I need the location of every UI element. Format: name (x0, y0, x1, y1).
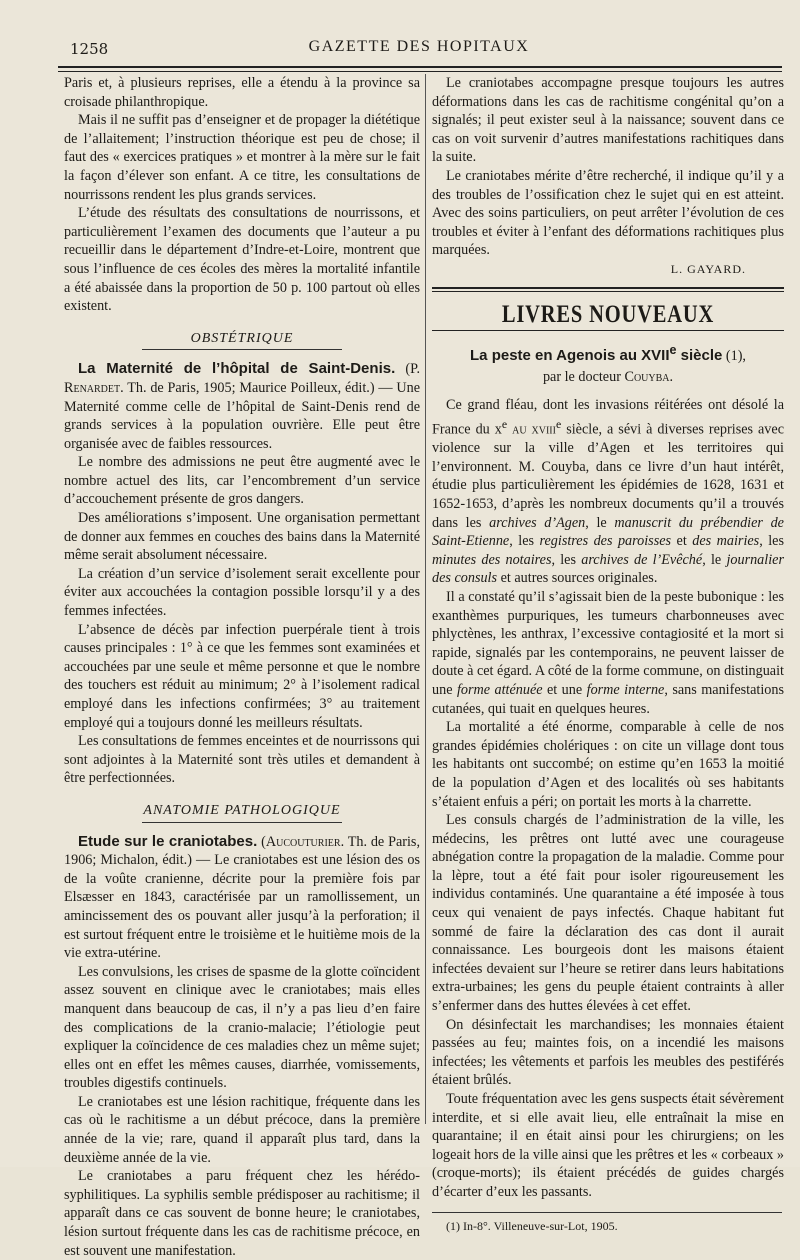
review-title: La Maternité de l’hôpital de Saint-Denis. (78, 360, 396, 378)
review-title: Etude sur le craniotabes. (78, 832, 258, 850)
section-heading-text: ANATOMIE PATHOLOGIQUE (143, 802, 341, 818)
text: , le (702, 551, 727, 568)
review-body: . Th. de Paris, 1905; Maurice Poilleux, édit.) — Une Maternité comme celle de l’hôpital de Saint-Denis rend de grands services à la population ouvrière. Elle peut être organisée avec de faibles ressources. (64, 379, 420, 452)
paragraph: Le craniotabes mérite d’être recherché, il indique qu’il y a des troubles de l’ossification chez le sujet qui en est atteint. Avec des soins particuliers, on peut arrêter l’évolution de ces troubles et éviter à l’enfant des déformations rachitiques plus marquées. (432, 167, 784, 259)
text: siècle, a sévi à diverses reprises avec violence sur la ville d’Agen et les territoires qui l’environnent. M. Couyba, dans ce livre d’un haut intérêt, étudie plus particulièrement les épidémies de 1628, 1631 et 1652-1653, d’après les nombreux documents qu’il a trouvés dans les (432, 421, 784, 531)
paragraph: On désinfectait les marchandises; les monnaies étaient passées au feu; maintes fois, on a incendié les maisons infectées; les vêtements et parfois les meubles des pestiférés étaient brûlés. (432, 1016, 784, 1089)
italic-text: registres des paroisses (539, 533, 672, 550)
text: au xviii (507, 421, 556, 438)
italic-text: des mairies (692, 533, 760, 550)
right-column (432, 74, 784, 1234)
paragraph: Paris et, à plusieurs reprises, elle a étendu à la province sa croisade philanthropique. (64, 75, 420, 110)
italic-text: manuscrit du prébendier de Saint-Etienne (432, 514, 784, 550)
paragraph: La mortalité a été énorme, comparable à celle de nos grandes épidémies cholériques : on cite un village dont tous les habitants ont succombé; on estime qu’en 1653 la moitié de la population d’Agen et des localités où ses habitants s’étaient enfuis a péri; on portait les morts à la charrette. (432, 719, 784, 810)
footnote-rule (432, 1212, 782, 1213)
book-title-text: La peste en Agenois au XVII (470, 347, 670, 365)
paragraph: Mais il ne suffit pas d’enseigner et de propager la diététique de l’allaitement; l’instruction théorique est peu de chose; il faut des « exercices pratiques » et montrer à la mère sur le fait la façon d’élever son enfant. A ce titre, les consultations de nourrissons rendent les plus grands services. (64, 112, 420, 203)
header-rule (58, 66, 782, 72)
paragraph: Le nombre des admissions ne peut être augmenté avec le nombre actuel des lits, car l’encombrement d’un service d’accouchement présente de gros dangers. (64, 454, 420, 508)
footnote-ref: (1), (722, 348, 746, 365)
section-rule (432, 287, 784, 292)
text: Ce grand fléau, dont les invasions réitérées ont désolé la France du x (432, 397, 784, 438)
paragraph: Des améliorations s’imposent. Une organisation permettant de donner aux femmes en couches des bains dans la Maternité même serait absolument nécessaire. (64, 510, 420, 564)
review-body: . Th. de Paris, 1906; Michalon, édit.) — Le craniotabes est une lésion des os de la voûte cranienne, décrite pour la première fois par Elsæsser en 1843, caractérisée par un ramollissement, un amincissement des os pouvant aller jusqu’à la perforation; il est surtout fréquent entre le troisième et le huitième mois de la vie extra-utérine. (64, 833, 420, 962)
review-author: Renardet (64, 379, 121, 396)
text: et une (542, 681, 587, 698)
running-title: GAZETTE DES HOPITAUX (308, 38, 530, 55)
sup: e (501, 416, 508, 431)
text: et (671, 533, 693, 550)
italic-text: archives de l’Evêché (581, 551, 703, 568)
review-ref-open: (P. (395, 361, 420, 378)
section-heading-anatomie (64, 802, 420, 823)
paragraph: L’absence de décès par infection puerpérale tient à trois causes principales : 1° à ce que les femmes sont examinées et accouchées par une seule et même personne et que le nombre des touchers est réduit au minimum; 2° à l’isolement radical employé dans les infections confirmées; 3° au traitement employé qui a toujours donné les meilleurs résultats. (64, 621, 420, 731)
italic-text: archives d’Agen (489, 514, 586, 531)
book-title-end: siècle (676, 347, 723, 365)
review-ref-open: ( (257, 833, 266, 850)
paragraph: Le craniotabes accompagne presque toujours les autres déformations dans les cas de rachitisme congénital qu’on a signalés; il peut exister seul à la naissance; souvent dans ce cas on voit survenir d’autres manifestations rachitiques dans la suite. (432, 75, 784, 166)
italic-text: forme interne (586, 681, 665, 698)
italic-text: minutes des notaires (432, 551, 552, 568)
book-heading (432, 341, 784, 366)
paragraph: Les convulsions, les crises de spasme de la glotte coïncident assez souvent en clinique avec le craniotabes; mais elles manquent dans beaucoup de cas, il n’y a pas lieu d’en faire des complications de la cranio-malacie; l’étiologie peut expliquer la coïncidence de ces maladies chez un même sujet; elles ont en effet les mêmes causes, diarrhée, vomissements, troubles digestifs continuels. (64, 963, 420, 1092)
paragraph: Les consultations de femmes enceintes et de nourrissons qui sont adjointes à la Maternité sont très utiles et demandent à être perfectionnées. (64, 733, 420, 787)
book-author-suffix: . (669, 368, 674, 385)
left-column (64, 74, 420, 1260)
section-heading-obstetrique (64, 330, 420, 351)
page-number: 1258 (70, 40, 109, 58)
livres-nouveaux-heading: LIVRES NOUVEAUX (501, 300, 715, 328)
page-header (58, 36, 780, 64)
section-heading-rule (142, 822, 342, 823)
book-author-prefix: par le docteur (542, 368, 625, 385)
paragraph (432, 396, 784, 588)
section-heading-text: OBSTÉTRIQUE (190, 330, 294, 346)
review-paragraph (64, 833, 420, 963)
text: , les (551, 551, 582, 568)
footnote: (1) In-8°. Villeneuve-sur-Lot, 1905. (446, 1218, 618, 1233)
book-title (470, 343, 723, 365)
book-title-sup: e (669, 343, 677, 358)
sup: e (555, 416, 562, 431)
italic-text: journalier des consuls (432, 551, 784, 587)
book-author-line (432, 368, 784, 387)
text: , les (509, 533, 540, 550)
review-author: Aucouturier (265, 833, 341, 850)
paragraph: Toute fréquentation avec les gens suspects était sévèrement interdite, et si elle avait lieu, elle entraînait la mise en quarantaine; il en était ainsi pour les chirurgiens; on les logeait hors de la ville ainsi que les prêtres et les « corbeaux » (croque-morts); ils étaient précédés de guides chargés d’écarter d’eux les passants. (432, 1091, 784, 1200)
book-author: Couyba (624, 368, 670, 385)
paragraph: L’étude des résultats des consultations de nourrissons, et particulièrement l’examen des documents que l’auteur a pu recueillir dans le département d’Indre-et-Loire, montrent que sous l’influence de ces écoles des mères la mortalité infantile a été abaissée dans la proportion de 50 p. 100 partout où elles existent. (64, 205, 420, 315)
text: Il a constaté qu’il s’agissait bien de la peste bubonique : les exanthèmes purpuriques, les tumeurs charbonneuses avec phlyctènes, les anthrax, l’excessive contagiosité et la mort si rapide, signalés par les contemporains, ne peuvent laisser de doute à cet égard. A côté de la forme commune, on distinguait une (432, 588, 784, 698)
text: et autres sources originales. (497, 570, 658, 587)
paragraph: Le craniotabes est une lésion rachitique, fréquente dans les cas où le rachitisme a un début précoce, dans la première année de la vie; rare, quand il apparaît plus tard, dans la deuxième année de la vie. (64, 1093, 420, 1166)
paragraph: Le craniotabes a paru fréquent chez les hérédo-syphilitiques. La syphilis semble prédisposer au rachitisme; il apparaît dans ce cas souvent de bonne heure; le craniotabes, lésion surtout fréquente dans les cas de rachitisme précoce, en est souvent une manifestation. (64, 1168, 420, 1259)
livres-rule (432, 330, 784, 331)
paragraph: La création d’un service d’isolement serait excellente pour éviter aux accouchées la contagion possible lorsqu’il y a des femmes infectées. (64, 565, 420, 620)
review-paragraph (64, 360, 420, 453)
text: , le (585, 514, 615, 531)
paragraph: Les consuls chargés de l’administration de la ville, les médecins, les prêtres ont lutté avec une courageuse abnégation contre la propagation de la maladie. Comme pour la lèpre, tout a été fait pour isoler rigoureusement les individus contaminés. Une quarantaine a été imposée à tous ceux qui venaient de pays infectés. Chaque habitant fut sommé de faire la déclaration des cas dont il aurait connaissance. Les bourgeois dont les maisons étaient infectées devaient sur l’heure se retirer dans leurs habitations extra-urbaines; les gens du peuple étaient contraints à aller s’enfermer dans des huttes élevées à cet effet. (432, 812, 784, 1015)
column-divider (425, 74, 426, 1124)
text: , les (759, 533, 784, 550)
paragraph (432, 588, 784, 718)
signature: L. GAYARD. (670, 261, 746, 276)
text: , sans manifestations cutanées, qui tuait en quelques heures. (432, 681, 784, 717)
italic-text: forme atténuée (456, 681, 543, 698)
section-heading-rule (142, 349, 342, 350)
